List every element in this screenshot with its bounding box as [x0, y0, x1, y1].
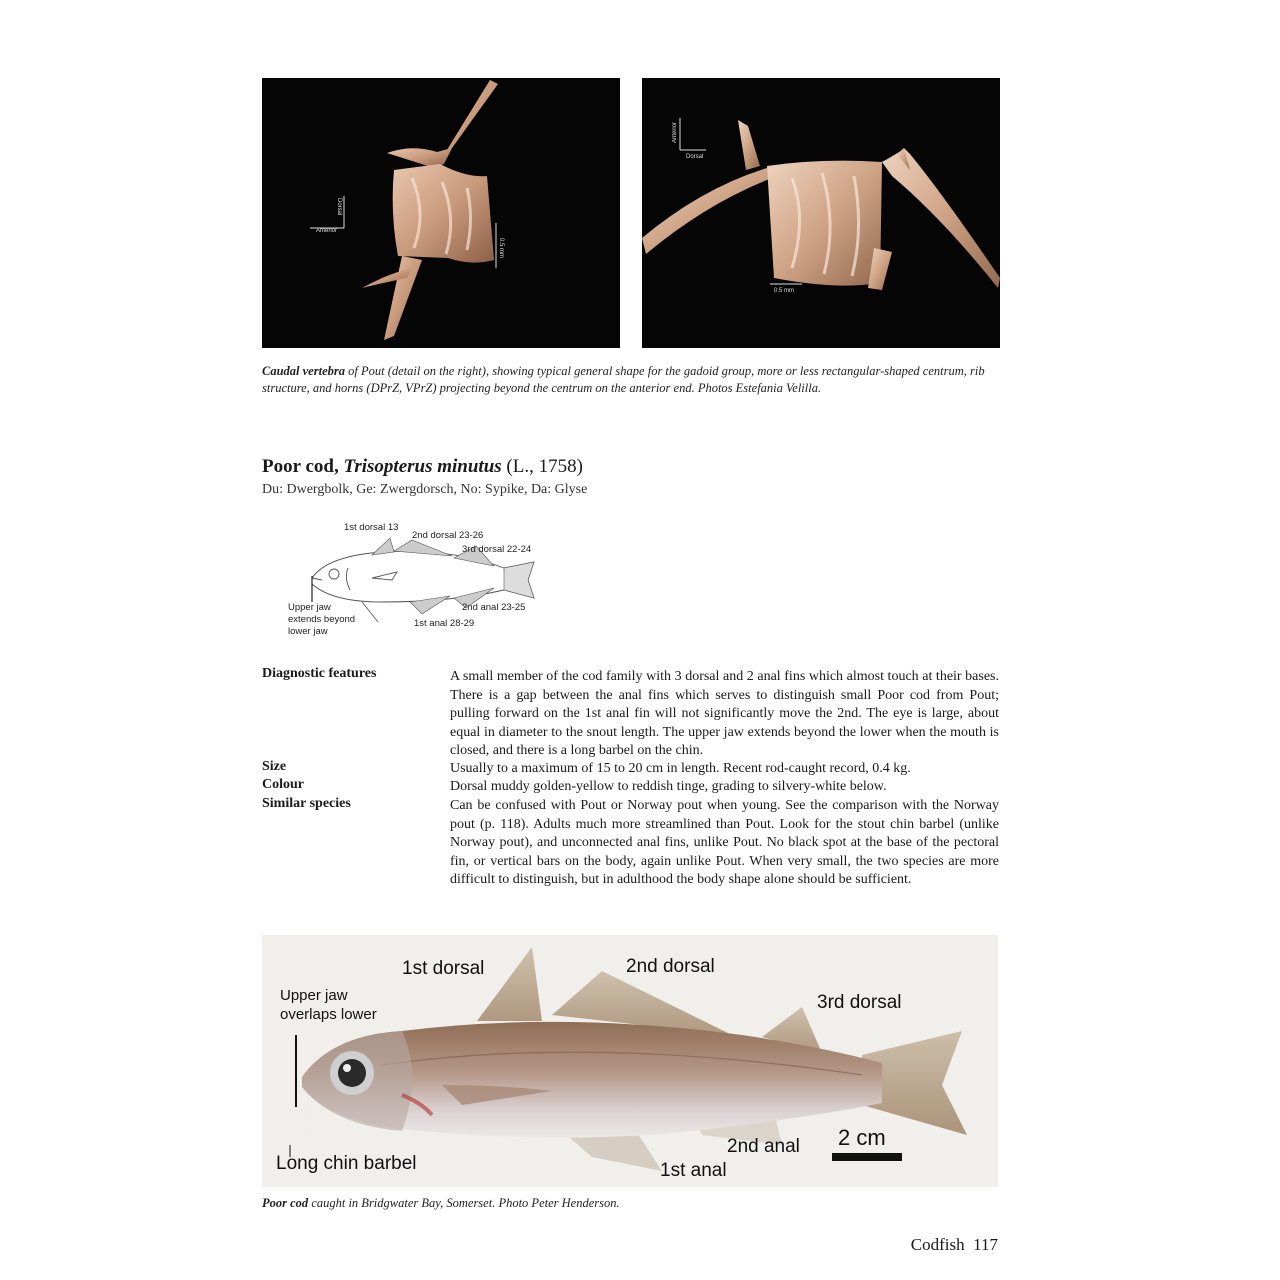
vertebra-right-illustration	[642, 78, 1000, 348]
fish-caption-text: caught in Bridgwater Bay, Somerset. Photo Peter Henderson.	[308, 1196, 620, 1210]
vertebra-photo-left	[262, 78, 620, 348]
vertebra-caption	[262, 363, 1000, 397]
photo-label-2nd-anal: 2nd anal	[727, 1136, 800, 1157]
vertebra-caption-text: of Pout (detail on the right), showing typical general shape for the gadoid group, more or less rectangular-shaped centrum, rib structure, and horns (DPrZ, VPrZ) projecting beyond the centrum on the anterior end. Photos Estefania Velilla.	[262, 364, 985, 395]
photo-label-2nd-dorsal: 2nd dorsal	[626, 956, 715, 977]
authority: (L., 1758)	[501, 456, 583, 477]
photo-label-barbel: Long chin barbel	[276, 1153, 417, 1174]
diagram-jaw-line2: extends beyond	[288, 614, 356, 625]
poor-cod-photo	[262, 935, 998, 1187]
diagram-label-3rd-dorsal: 3rd dorsal 22-24	[462, 544, 532, 555]
label-diagnostic-features: Diagnostic features	[262, 666, 377, 681]
axis-label-anterior: Anterior	[672, 122, 678, 144]
vertebra-caption-bold: Caudal vertebra	[262, 364, 345, 378]
species-title	[262, 456, 583, 478]
diagram-label-1st-anal: 1st anal 28-29	[414, 618, 475, 629]
diagram-label-2nd-dorsal: 2nd dorsal 23-26	[412, 530, 484, 541]
text-similar-species: Can be confused with Pout or Norway pout when young. See the comparison with the Norway pout (p. 118). Adults much more streamlined than Pout. Look for the stout chin barbel (unlike Norway pout), and unconnected anal fins, unlike Pout. No black spot at the base of the pectoral fin, or vertical bars on the body, again unlike Pout. When very small, the two species are more difficult to distinguish, but in adulthood the body shape alone should be sufficient.	[450, 798, 999, 888]
photo-jaw-line2: overlaps lower	[280, 1006, 377, 1023]
scale-label: 0.5 mm	[498, 238, 504, 259]
vertebra-photo-right	[642, 78, 1000, 348]
species-other-names: Du: Dwergbolk, Ge: Zwergdorsch, No: Sypike, Da: Glyse	[262, 482, 588, 497]
diagram-label-2nd-anal: 2nd anal 23-25	[462, 602, 526, 613]
label-size: Size	[262, 759, 287, 774]
latin-name: Trisopterus minutus	[343, 456, 502, 477]
vertebra-left-illustration	[262, 78, 620, 348]
diagram-label-1st-dorsal: 1st dorsal 13	[344, 522, 399, 533]
photo-jaw-line1: Upper jaw	[280, 987, 348, 1004]
fish-caption-bold: Poor cod	[262, 1196, 309, 1210]
page-number: 117	[973, 1235, 998, 1254]
photo-label-3rd-dorsal: 3rd dorsal	[817, 992, 902, 1013]
scale-label: 0.5 mm	[774, 288, 795, 294]
photo-label-1st-anal: 1st anal	[660, 1160, 727, 1181]
text-colour: Dorsal muddy golden-yellow to reddish tinge, grading to silvery-white below.	[450, 779, 887, 794]
diagram-jaw-line1: Upper jaw	[288, 602, 331, 613]
page-footer	[860, 1235, 998, 1255]
text-size: Usually to a maximum of 15 to 20 cm in length. Recent rod-caught record, 0.4 kg.	[450, 761, 911, 776]
photo-label-jaw	[280, 986, 377, 1024]
label-similar-species: Similar species	[262, 796, 351, 811]
axis-label-dorsal: Dorsal	[336, 198, 342, 216]
text-diagnostic-features: A small member of the cod family with 3 dorsal and 2 anal fins which almost touch at their bases. There is a gap between the anal fins which serves to distinguish small Poor cod from Pout; pulling forward on the 1st anal fin will not significantly move the 2nd. The eye is large, about equal in diameter to the snout length. The upper jaw extends beyond the lower when the mouth is closed, and there is a long barbel on the chin.	[450, 669, 999, 759]
footer-section: Codfish	[910, 1235, 965, 1254]
fish-photo-caption	[262, 1195, 1000, 1212]
diagram-label-jaw	[288, 602, 355, 638]
axis-label-anterior: Anterior	[316, 228, 338, 234]
axis-label-dorsal: Dorsal	[686, 154, 704, 160]
common-name: Poor cod,	[262, 456, 344, 477]
label-colour: Colour	[262, 777, 304, 792]
photo-scale-label: 2 cm	[838, 1125, 886, 1150]
diagram-jaw-line3: lower jaw	[288, 626, 328, 637]
fin-diagram	[282, 518, 552, 644]
photo-label-1st-dorsal: 1st dorsal	[402, 958, 485, 979]
